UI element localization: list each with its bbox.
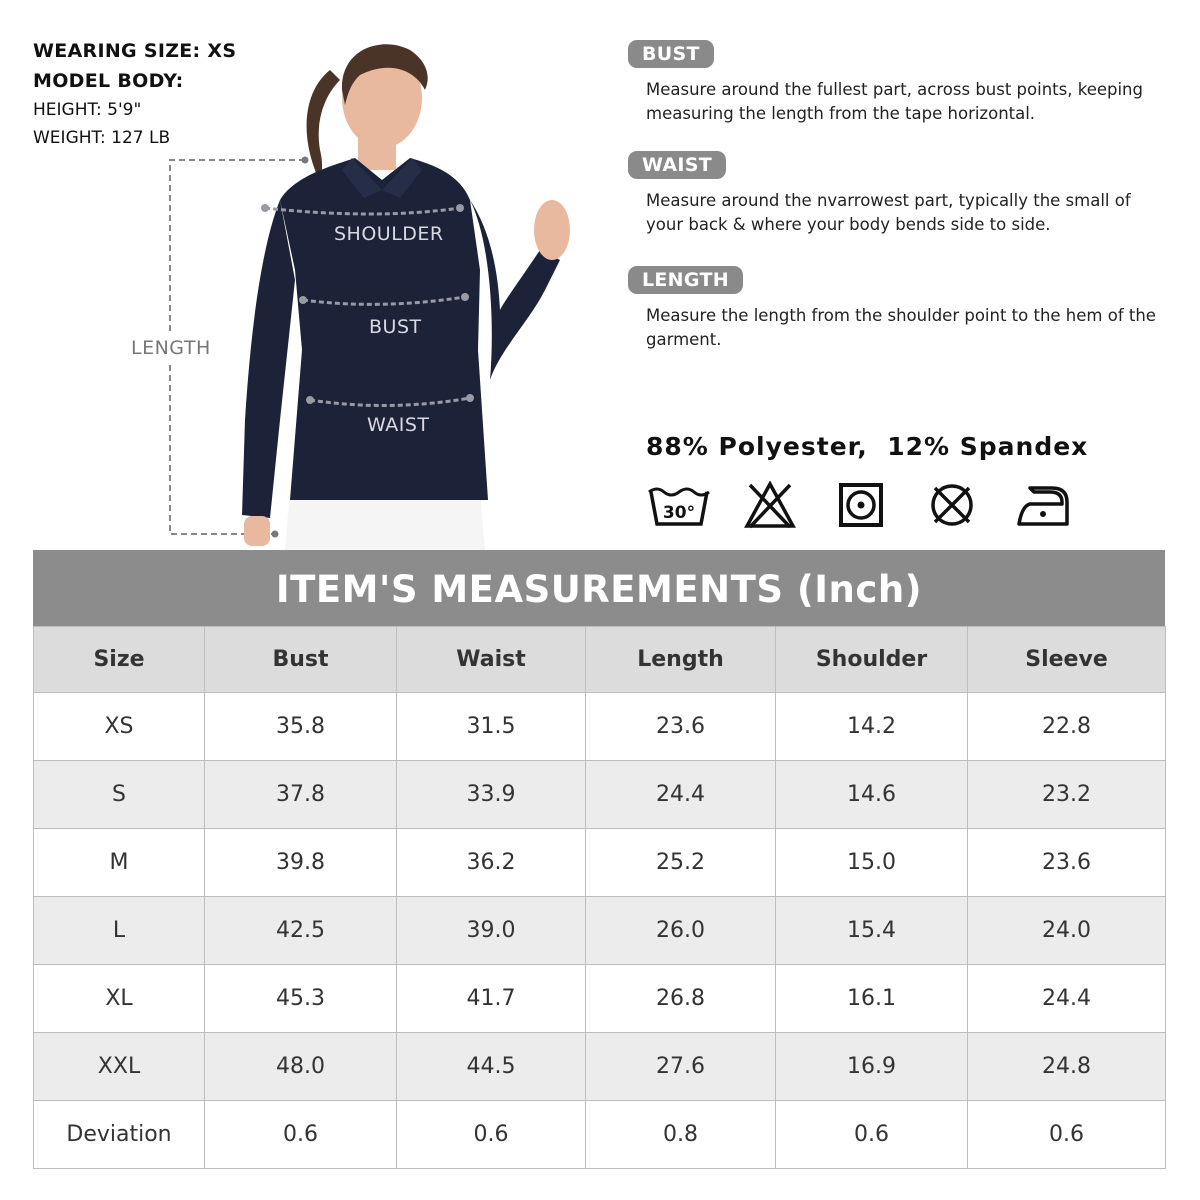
model-shirt-image (120, 20, 600, 550)
cell-waist: 39.0 (397, 897, 586, 965)
cell-bust: 37.8 (205, 761, 397, 829)
waist-pill: WAIST (628, 151, 726, 179)
header-bust: Bust (205, 627, 397, 693)
length-pill: LENGTH (628, 266, 743, 294)
table-row-deviation (34, 1101, 1166, 1169)
measurements-table (33, 550, 1165, 1169)
cell-length: 23.6 (586, 693, 776, 761)
definition-length (628, 266, 1171, 352)
cell-waist: 44.5 (397, 1033, 586, 1101)
header-waist: Waist (397, 627, 586, 693)
cell-size: XS (34, 693, 205, 761)
shoulder-label: SHOULDER (334, 223, 444, 245)
iron-low-icon (1009, 480, 1077, 530)
cell-length: 25.2 (586, 829, 776, 897)
table-row (34, 693, 1166, 761)
cell-bust: 42.5 (205, 897, 397, 965)
table-header-row (34, 627, 1166, 693)
bust-pill: BUST (628, 40, 714, 68)
cell-bust: 48.0 (205, 1033, 397, 1101)
cell-bust: 35.8 (205, 693, 397, 761)
cell-waist: 33.9 (397, 761, 586, 829)
cell-size: L (34, 897, 205, 965)
cell-sleeve: 24.8 (968, 1033, 1166, 1101)
table-row (34, 829, 1166, 897)
do-not-bleach-icon (736, 480, 804, 530)
cell-shoulder: 15.4 (776, 897, 968, 965)
table-title: ITEM'S MEASUREMENTS (Inch) (33, 550, 1165, 626)
model-illustration (120, 20, 600, 550)
svg-text:30°: 30° (662, 503, 696, 523)
cell-bust: 0.6 (205, 1101, 397, 1169)
cell-bust: 39.8 (205, 829, 397, 897)
cell-waist: 41.7 (397, 965, 586, 1033)
bust-label: BUST (369, 316, 422, 338)
cell-length: 24.4 (586, 761, 776, 829)
header-size: Size (34, 627, 205, 693)
do-not-dry-clean-icon (918, 480, 986, 530)
cell-shoulder: 0.6 (776, 1101, 968, 1169)
cell-shoulder: 16.1 (776, 965, 968, 1033)
header-shoulder: Shoulder (776, 627, 968, 693)
cell-waist: 31.5 (397, 693, 586, 761)
cell-size: M (34, 829, 205, 897)
model-body-heading: MODEL BODY: (33, 70, 184, 92)
table-row (34, 965, 1166, 1033)
cell-length: 0.8 (586, 1101, 776, 1169)
cell-length: 26.0 (586, 897, 776, 965)
table-row (34, 897, 1166, 965)
table-row (34, 1033, 1166, 1101)
care-instructions (645, 480, 1100, 530)
cell-waist: 36.2 (397, 829, 586, 897)
model-height: HEIGHT: 5'9" (33, 100, 142, 120)
tumble-dry-icon (827, 480, 895, 530)
cell-size: XL (34, 965, 205, 1033)
cell-shoulder: 14.2 (776, 693, 968, 761)
wash-30-icon (645, 480, 713, 530)
cell-sleeve: 22.8 (968, 693, 1166, 761)
cell-length: 26.8 (586, 965, 776, 1033)
cell-sleeve: 24.4 (968, 965, 1166, 1033)
header-length: Length (586, 627, 776, 693)
length-label: LENGTH (131, 337, 211, 359)
cell-shoulder: 16.9 (776, 1033, 968, 1101)
cell-sleeve: 23.2 (968, 761, 1166, 829)
bust-description: Measure around the fullest part, across bust points, keeping measuring the length from the tape horizontal. (646, 80, 1143, 123)
model-weight: WEIGHT: 127 LB (33, 128, 171, 148)
table-row (34, 761, 1166, 829)
cell-waist: 0.6 (397, 1101, 586, 1169)
cell-shoulder: 14.6 (776, 761, 968, 829)
waist-label: WAIST (367, 414, 430, 436)
waist-description: Measure around the nvarrowest part, typically the small of your back & where your body bends side to side. (646, 191, 1131, 234)
cell-shoulder: 15.0 (776, 829, 968, 897)
cell-length: 27.6 (586, 1033, 776, 1101)
cell-size: Deviation (34, 1101, 205, 1169)
size-table (33, 626, 1166, 1169)
definition-waist (628, 151, 1171, 237)
cell-bust: 45.3 (205, 965, 397, 1033)
length-description: Measure the length from the shoulder point to the hem of the garment. (646, 306, 1156, 349)
cell-size: S (34, 761, 205, 829)
definition-bust (628, 40, 1171, 126)
cell-size: XXL (34, 1033, 205, 1101)
material-composition: 88% Polyester, 12% Spandex (646, 432, 1089, 461)
wearing-size: WEARING SIZE: XS (33, 40, 237, 62)
header-sleeve: Sleeve (968, 627, 1166, 693)
cell-sleeve: 23.6 (968, 829, 1166, 897)
cell-sleeve: 0.6 (968, 1101, 1166, 1169)
cell-sleeve: 24.0 (968, 897, 1166, 965)
